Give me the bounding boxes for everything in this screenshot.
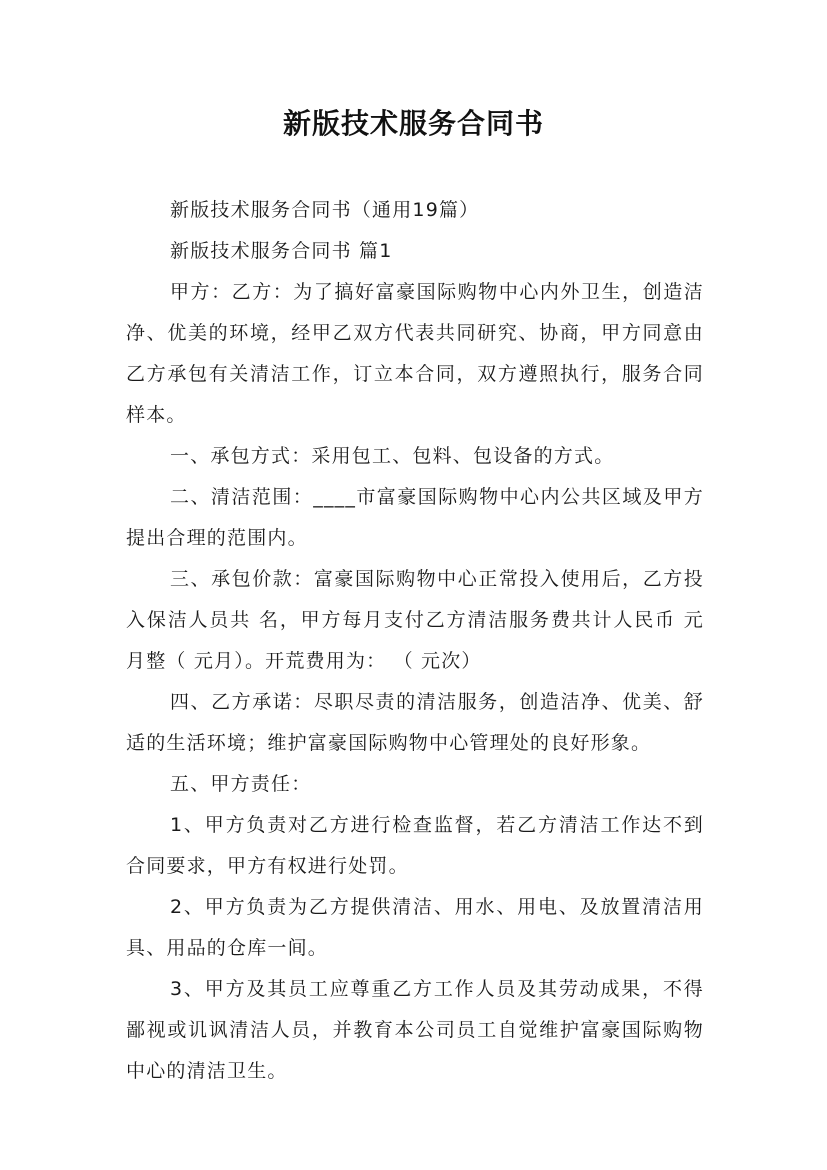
paragraph-clause-1: 一、承包方式：采用包工、包料、包设备的方式。	[170, 445, 615, 467]
paragraph-item-2: 2、甲方负责为乙方提供清洁、用水、用电、及放置清洁用具、用品的仓库一间。	[126, 896, 704, 959]
paragraph-clause-4: 四、乙方承诺：尽职尽责的清洁服务，创造洁净、优美、舒适的生活环境；维护富豪国际购物中心管理处的良好形象。	[126, 691, 704, 754]
paragraph-item-1: 1、甲方负责对乙方进行检查监督，若乙方清洁工作达不到合同要求，甲方有权进行处罚。	[126, 814, 704, 877]
document-title: 新版技术服务合同书	[282, 107, 544, 140]
paragraph-clause-3: 三、承包价款：富豪国际购物中心正常投入使用后，乙方投入保洁人员共 名，甲方每月支付乙方清洁服务费共计人民币 元月整（ 元月）。开荒费用为： （ 元次）	[126, 568, 704, 672]
paragraph-subtitle: 新版技术服务合同书（通用19篇）	[170, 199, 480, 221]
paragraph-clause-5-heading: 五、甲方责任：	[170, 773, 312, 795]
paragraph-intro: 甲方：乙方：为了搞好富豪国际购物中心内外卫生，创造洁净、优美的环境，经甲乙双方代表共同研究、协商，甲方同意由乙方承包有关清洁工作，订立本合同，双方遵照执行，服务合同样本。	[126, 281, 704, 426]
paragraph-clause-2: 二、清洁范围：____市富豪国际购物中心内公共区域及甲方提出合理的范围内。	[126, 486, 704, 549]
document-body	[126, 190, 704, 1092]
paragraph-item-3: 3、甲方及其员工应尊重乙方工作人员及其劳动成果，不得鄙视或讥讽清洁人员，并教育本公司员工自觉维护富豪国际购物中心的清洁卫生。	[126, 978, 704, 1082]
paragraph-section-heading: 新版技术服务合同书 篇1	[170, 240, 393, 262]
